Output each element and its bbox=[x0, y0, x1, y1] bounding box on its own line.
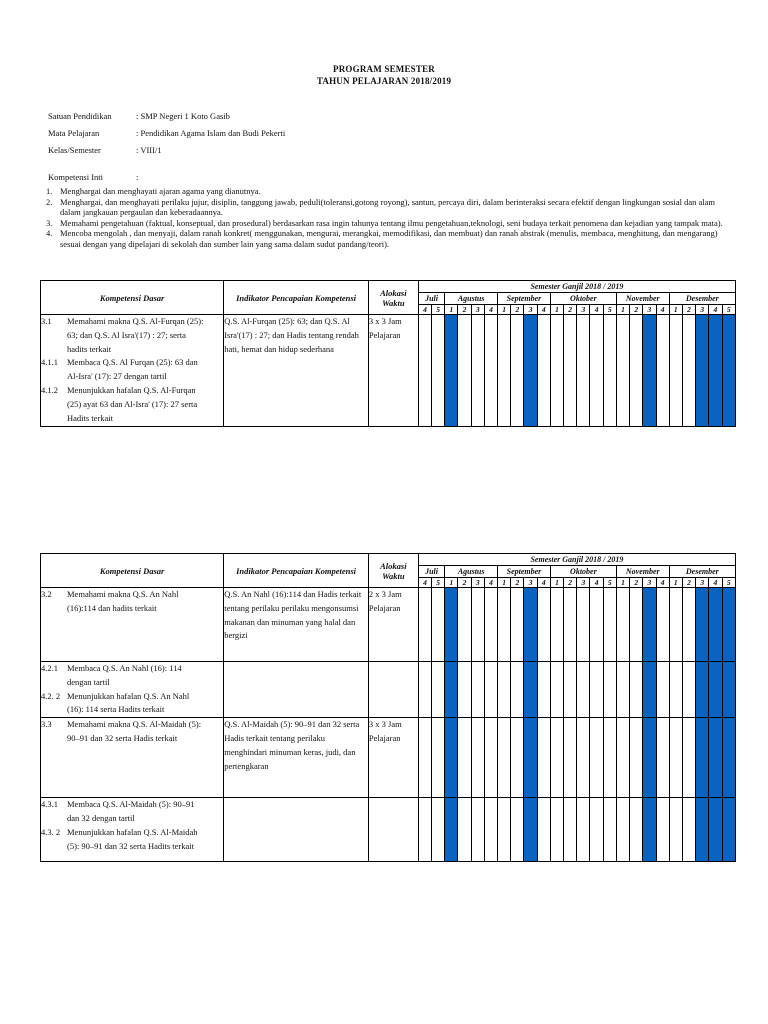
week-cell bbox=[418, 588, 431, 662]
week-cell bbox=[616, 315, 629, 427]
header-week: 4 bbox=[656, 578, 669, 588]
header-month: Juli bbox=[418, 566, 444, 578]
header-week: 5 bbox=[603, 578, 616, 588]
header-month: November bbox=[616, 293, 669, 305]
ki-text: Menghargai dan menghayati ajaran agama yang dianutnya. bbox=[60, 186, 261, 196]
week-cell-highlighted bbox=[445, 315, 458, 427]
header-week: 4 bbox=[590, 305, 603, 315]
week-cell bbox=[669, 662, 682, 718]
header-indikator: Indikator Pencapaian Kompetensi bbox=[224, 554, 369, 588]
program-table-2 bbox=[40, 553, 736, 862]
week-cell-highlighted bbox=[445, 588, 458, 662]
week-cell bbox=[630, 662, 643, 718]
header-kompetensi-dasar: Kompetensi Dasar bbox=[41, 281, 224, 315]
week-cell-highlighted bbox=[524, 662, 537, 718]
week-cell bbox=[603, 662, 616, 718]
week-cell bbox=[669, 798, 682, 862]
week-cell-highlighted bbox=[696, 798, 709, 862]
header-week: 2 bbox=[630, 578, 643, 588]
header-month: Oktober bbox=[550, 293, 616, 305]
week-cell bbox=[669, 315, 682, 427]
week-cell bbox=[458, 315, 471, 427]
header-week: 2 bbox=[511, 305, 524, 315]
header-week: 1 bbox=[669, 578, 682, 588]
week-cell bbox=[432, 662, 445, 718]
header-month: Juli bbox=[418, 293, 444, 305]
week-cell-highlighted bbox=[445, 718, 458, 798]
week-cell bbox=[656, 662, 669, 718]
header-week: 4 bbox=[484, 578, 497, 588]
kompetensi-dasar-cell bbox=[41, 588, 224, 662]
week-cell bbox=[656, 315, 669, 427]
header-week: 3 bbox=[577, 578, 590, 588]
week-cell bbox=[471, 588, 484, 662]
week-cell bbox=[616, 662, 629, 718]
week-cell bbox=[577, 662, 590, 718]
kompetensi-inti-item bbox=[46, 228, 730, 249]
week-cell-highlighted bbox=[709, 315, 722, 427]
week-cell bbox=[590, 315, 603, 427]
week-cell bbox=[564, 315, 577, 427]
meta-label: Satuan Pendidikan bbox=[48, 111, 112, 121]
week-cell-highlighted bbox=[696, 588, 709, 662]
week-cell bbox=[537, 315, 550, 427]
kd-number: 4.2.1 bbox=[41, 663, 58, 673]
week-cell bbox=[418, 718, 431, 798]
week-cell bbox=[458, 588, 471, 662]
kompetensi-inti-list bbox=[46, 186, 730, 250]
week-cell-highlighted bbox=[709, 718, 722, 798]
kd-number: 4.3. 2 bbox=[41, 826, 61, 837]
week-cell bbox=[484, 588, 497, 662]
week-cell-highlighted bbox=[722, 718, 735, 798]
week-cell bbox=[682, 315, 695, 427]
header-month: Desember bbox=[669, 293, 735, 305]
week-cell bbox=[616, 588, 629, 662]
week-cell bbox=[498, 718, 511, 798]
header-month: Agustus bbox=[445, 566, 498, 578]
week-cell bbox=[577, 718, 590, 798]
meta-value: : VIII/1 bbox=[136, 145, 162, 155]
week-cell bbox=[550, 588, 563, 662]
header-week: 5 bbox=[603, 305, 616, 315]
header-week: 3 bbox=[471, 578, 484, 588]
alokasi-cell bbox=[368, 798, 418, 862]
week-cell bbox=[590, 718, 603, 798]
meta-row-kelas bbox=[48, 145, 162, 155]
meta-row-satuan bbox=[48, 111, 230, 121]
week-cell-highlighted bbox=[643, 662, 656, 718]
week-cell-highlighted bbox=[445, 798, 458, 862]
week-cell bbox=[682, 588, 695, 662]
header-week: 2 bbox=[682, 578, 695, 588]
week-cell bbox=[471, 798, 484, 862]
week-cell bbox=[511, 588, 524, 662]
week-cell bbox=[418, 662, 431, 718]
kompetensi-inti-item bbox=[46, 218, 730, 229]
kompetensi-dasar-cell bbox=[41, 315, 224, 427]
header-week: 4 bbox=[590, 578, 603, 588]
header-week: 2 bbox=[682, 305, 695, 315]
week-cell bbox=[484, 718, 497, 798]
kd-item bbox=[41, 662, 223, 690]
kompetensi-dasar-cell bbox=[41, 718, 224, 798]
week-cell bbox=[656, 718, 669, 798]
week-cell bbox=[484, 662, 497, 718]
indikator-cell bbox=[224, 662, 369, 718]
kd-number: 3.3 bbox=[41, 719, 52, 730]
week-cell bbox=[484, 315, 497, 427]
week-cell bbox=[432, 718, 445, 798]
header-week: 4 bbox=[418, 305, 431, 315]
program-table-1 bbox=[40, 280, 736, 427]
week-cell bbox=[603, 798, 616, 862]
week-cell-highlighted bbox=[709, 798, 722, 862]
indikator-cell bbox=[224, 798, 369, 862]
week-cell bbox=[564, 662, 577, 718]
header-week: 2 bbox=[458, 305, 471, 315]
week-cell bbox=[564, 798, 577, 862]
week-cell-highlighted bbox=[524, 718, 537, 798]
kompetensi-inti-item bbox=[46, 197, 730, 218]
header-alokasi-waktu: Alokasi Waktu bbox=[368, 554, 418, 588]
document-title: PROGRAM SEMESTER bbox=[333, 64, 435, 74]
kd-number: 4.1.2 bbox=[41, 384, 58, 395]
week-cell bbox=[511, 718, 524, 798]
header-indikator: Indikator Pencapaian Kompetensi bbox=[224, 281, 369, 315]
header-week: 5 bbox=[432, 305, 445, 315]
kd-text: Membaca Q.S. Al-Maidah (5): 90–91 dan 32 dengan tartil bbox=[67, 799, 195, 823]
week-cell bbox=[458, 798, 471, 862]
header-week: 3 bbox=[524, 578, 537, 588]
week-cell-highlighted bbox=[643, 315, 656, 427]
meta-value: : Pendidikan Agama Islam dan Budi Pekerti bbox=[136, 128, 286, 138]
week-cell-highlighted bbox=[643, 798, 656, 862]
kd-number: 4.2. 2 bbox=[41, 690, 61, 701]
week-cell bbox=[418, 315, 431, 427]
week-cell bbox=[484, 798, 497, 862]
week-cell-highlighted bbox=[722, 798, 735, 862]
header-alokasi-waktu: Alokasi Waktu bbox=[368, 281, 418, 315]
week-cell bbox=[616, 718, 629, 798]
header-month: Oktober bbox=[550, 566, 616, 578]
week-cell bbox=[577, 588, 590, 662]
kompetensi-inti-label: Kompetensi Inti bbox=[48, 172, 104, 182]
week-cell bbox=[603, 315, 616, 427]
header-week: 3 bbox=[524, 305, 537, 315]
week-cell bbox=[537, 798, 550, 862]
header-month: Desember bbox=[669, 566, 735, 578]
week-cell-highlighted bbox=[722, 315, 735, 427]
kd-text: Memahami makna Q.S. Al-Furqan (25): 63; dan Q.S. Al Isra'(17) : 27; serta hadits terkait bbox=[67, 316, 204, 354]
header-week: 2 bbox=[511, 578, 524, 588]
week-cell-highlighted bbox=[696, 315, 709, 427]
kompetensi-inti-colon: : bbox=[136, 172, 139, 182]
week-cell bbox=[550, 718, 563, 798]
kd-text: Menunjukkan hafalan Q.S. An Nahl (16): 114 serta Hadits terkait bbox=[67, 690, 190, 715]
header-week: 2 bbox=[564, 578, 577, 588]
kd-text: Membaca Q.S. An Nahl (16): 114 dengan tartil bbox=[67, 663, 182, 687]
week-cell-highlighted bbox=[722, 588, 735, 662]
alokasi-cell: 3 x 3 Jam Pelajaran bbox=[368, 718, 418, 798]
kompetensi-dasar-cell bbox=[41, 662, 224, 718]
alokasi-cell: 3 x 3 Jam Pelajaran bbox=[368, 315, 418, 427]
kd-text: Menunjukkan hafalan Q.S. Al-Furqan (25) ayat 63 dan Al-Isra' (17): 27 serta Hadits terkait bbox=[67, 384, 198, 423]
week-cell bbox=[471, 315, 484, 427]
kd-number: 3.1 bbox=[41, 316, 52, 326]
kd-item bbox=[41, 384, 223, 425]
header-week: 2 bbox=[630, 305, 643, 315]
ki-text: Mencoba mengolah , dan menyaji, dalam ranah konkret( menggunakan, mengurai, merangkai, memodifikasi, dan membuat) dan ranah abstrak (menulis, membaca, menghitung, dan mengarang) sesuai dengan yang dipelajari di sekolah dan sumber lain yang sama dalam sudut pandang/teori). bbox=[60, 228, 718, 249]
header-week: 5 bbox=[722, 578, 735, 588]
week-cell-highlighted bbox=[696, 662, 709, 718]
week-cell bbox=[498, 315, 511, 427]
header-month: September bbox=[498, 566, 551, 578]
header-week: 3 bbox=[471, 305, 484, 315]
week-cell bbox=[550, 315, 563, 427]
week-cell bbox=[603, 718, 616, 798]
header-week: 4 bbox=[656, 305, 669, 315]
kd-item bbox=[41, 690, 223, 718]
week-cell bbox=[590, 588, 603, 662]
header-month: Agustus bbox=[445, 293, 498, 305]
week-cell-highlighted bbox=[643, 588, 656, 662]
kd-item bbox=[41, 826, 223, 854]
document-subtitle: TAHUN PELAJARAN 2018/2019 bbox=[316, 76, 452, 86]
week-cell bbox=[682, 718, 695, 798]
header-week: 1 bbox=[498, 305, 511, 315]
ki-number: 4. bbox=[46, 228, 53, 239]
header-week: 4 bbox=[484, 305, 497, 315]
week-cell bbox=[630, 798, 643, 862]
week-cell bbox=[550, 662, 563, 718]
week-cell bbox=[564, 718, 577, 798]
header-week: 1 bbox=[445, 305, 458, 315]
header-week: 5 bbox=[722, 305, 735, 315]
week-cell bbox=[577, 315, 590, 427]
week-cell-highlighted bbox=[722, 662, 735, 718]
week-cell bbox=[656, 798, 669, 862]
week-cell bbox=[630, 718, 643, 798]
ki-text: Memahami pengetahuan (faktual, konseptual, dan prosedural) berdasarkan rasa ingin tahunya tentang ilmu pengetahuan,teknologi, seni budaya terkait penomena dan kejadian yang tampak mata). bbox=[60, 217, 723, 228]
header-week: 4 bbox=[537, 578, 550, 588]
meta-label: Mata Pelajaran bbox=[48, 128, 100, 138]
week-cell bbox=[498, 588, 511, 662]
week-cell-highlighted bbox=[524, 315, 537, 427]
week-cell-highlighted bbox=[445, 662, 458, 718]
week-cell bbox=[603, 588, 616, 662]
kompetensi-inti-heading bbox=[48, 172, 138, 182]
kd-text: Memahami makna Q.S. An Nahl (16):114 dan hadits terkait bbox=[67, 589, 179, 613]
week-cell bbox=[458, 718, 471, 798]
kd-item bbox=[41, 315, 223, 356]
header-week: 5 bbox=[432, 578, 445, 588]
header-week: 4 bbox=[418, 578, 431, 588]
kompetensi-inti-item bbox=[46, 186, 730, 197]
week-cell bbox=[669, 588, 682, 662]
header-month: September bbox=[498, 293, 551, 305]
week-cell-highlighted bbox=[696, 718, 709, 798]
week-cell bbox=[537, 588, 550, 662]
indikator-cell: Q.S. Al-Maidah (5): 90–91 dan 32 serta Hadis terkait tentang perilaku menghindari minuman keras, judi, dan pertengkaran bbox=[224, 718, 369, 798]
header-week: 1 bbox=[616, 305, 629, 315]
week-cell bbox=[498, 798, 511, 862]
week-cell bbox=[418, 798, 431, 862]
week-cell-highlighted bbox=[643, 718, 656, 798]
week-cell bbox=[564, 588, 577, 662]
week-cell bbox=[537, 718, 550, 798]
header-semester: Semester Ganjil 2018 / 2019 bbox=[418, 554, 735, 566]
alokasi-cell: 2 x 3 Jam Pelajaran bbox=[368, 588, 418, 662]
week-cell-highlighted bbox=[709, 588, 722, 662]
ki-number: 3. bbox=[46, 217, 53, 228]
header-week: 1 bbox=[669, 305, 682, 315]
header-week: 3 bbox=[696, 305, 709, 315]
indikator-cell: Q.S. Al-Furqan (25): 63; dan Q.S. Al Isra'(17) : 27; dan Hadis tentang rendah hati, hemat dan hidup sederhana bbox=[224, 315, 369, 427]
week-cell bbox=[471, 662, 484, 718]
header-week: 2 bbox=[458, 578, 471, 588]
header-week: 2 bbox=[564, 305, 577, 315]
meta-label: Kelas/Semester bbox=[48, 145, 101, 155]
header-week: 1 bbox=[550, 578, 563, 588]
week-cell-highlighted bbox=[709, 662, 722, 718]
ki-number: 2. bbox=[46, 196, 53, 207]
header-semester: Semester Ganjil 2018 / 2019 bbox=[418, 281, 735, 293]
week-cell bbox=[682, 662, 695, 718]
header-week: 1 bbox=[550, 305, 563, 315]
kd-item bbox=[41, 588, 223, 616]
week-cell bbox=[432, 315, 445, 427]
header-week: 3 bbox=[643, 305, 656, 315]
week-cell-highlighted bbox=[524, 798, 537, 862]
week-cell bbox=[630, 588, 643, 662]
header-week: 4 bbox=[537, 305, 550, 315]
header-kompetensi-dasar: Kompetensi Dasar bbox=[41, 554, 224, 588]
kd-number: 3.2 bbox=[41, 589, 52, 599]
header-week: 3 bbox=[577, 305, 590, 315]
week-cell bbox=[471, 718, 484, 798]
ki-number: 1. bbox=[46, 186, 53, 196]
kd-text: Memahami makna Q.S. Al-Maidah (5): 90–91 dan 32 serta Hadis terkait bbox=[67, 719, 202, 743]
ki-text: Menghargai, dan menghayati perilaku jujur, disiplin, tanggung jawab, peduli(toleransi,gotong royong), santun, percaya diri, dalam berinteraksi secara efektif dengan lingkungan sosial dan alam dalam jangkauan pergaulan dan keberadaannya. bbox=[60, 196, 715, 218]
indikator-cell: Q.S. An Nahl (16):114 dan Hadis terkait tentang perilaku perilaku mengonsumsi makanan dan minuman yang halal dan bergizi bbox=[224, 588, 369, 662]
week-cell bbox=[669, 718, 682, 798]
week-cell bbox=[577, 798, 590, 862]
header-week: 1 bbox=[498, 578, 511, 588]
week-cell bbox=[511, 798, 524, 862]
week-cell bbox=[590, 798, 603, 862]
week-cell bbox=[590, 662, 603, 718]
week-cell bbox=[656, 588, 669, 662]
kd-item bbox=[41, 718, 223, 746]
week-cell bbox=[630, 315, 643, 427]
kd-item bbox=[41, 356, 223, 384]
week-cell bbox=[537, 662, 550, 718]
week-cell bbox=[498, 662, 511, 718]
header-week: 4 bbox=[709, 305, 722, 315]
week-cell bbox=[550, 798, 563, 862]
header-week: 3 bbox=[643, 578, 656, 588]
kompetensi-dasar-cell bbox=[41, 798, 224, 862]
alokasi-cell bbox=[368, 662, 418, 718]
week-cell bbox=[432, 588, 445, 662]
kd-item bbox=[41, 798, 223, 826]
header-week: 4 bbox=[709, 578, 722, 588]
week-cell bbox=[682, 798, 695, 862]
week-cell bbox=[511, 662, 524, 718]
meta-value: : SMP Negeri 1 Koto Gasib bbox=[136, 111, 230, 121]
header-week: 1 bbox=[445, 578, 458, 588]
kd-text: Menunjukkan hafalan Q.S. Al-Maidah (5): 90–91 dan 32 serta Hadits terkait bbox=[67, 826, 198, 851]
header-week: 1 bbox=[616, 578, 629, 588]
week-cell bbox=[616, 798, 629, 862]
week-cell-highlighted bbox=[524, 588, 537, 662]
header-month: November bbox=[616, 566, 669, 578]
kd-number: 4.3.1 bbox=[41, 799, 58, 810]
kd-text: Membaca Q.S. Al Furqan (25): 63 dan Al-Isra' (17): 27 dengan tartil bbox=[67, 357, 198, 382]
meta-row-mapel bbox=[48, 128, 285, 138]
header-week: 3 bbox=[696, 578, 709, 588]
week-cell bbox=[432, 798, 445, 862]
kd-number: 4.1.1 bbox=[41, 357, 58, 368]
week-cell bbox=[458, 662, 471, 718]
week-cell bbox=[511, 315, 524, 427]
